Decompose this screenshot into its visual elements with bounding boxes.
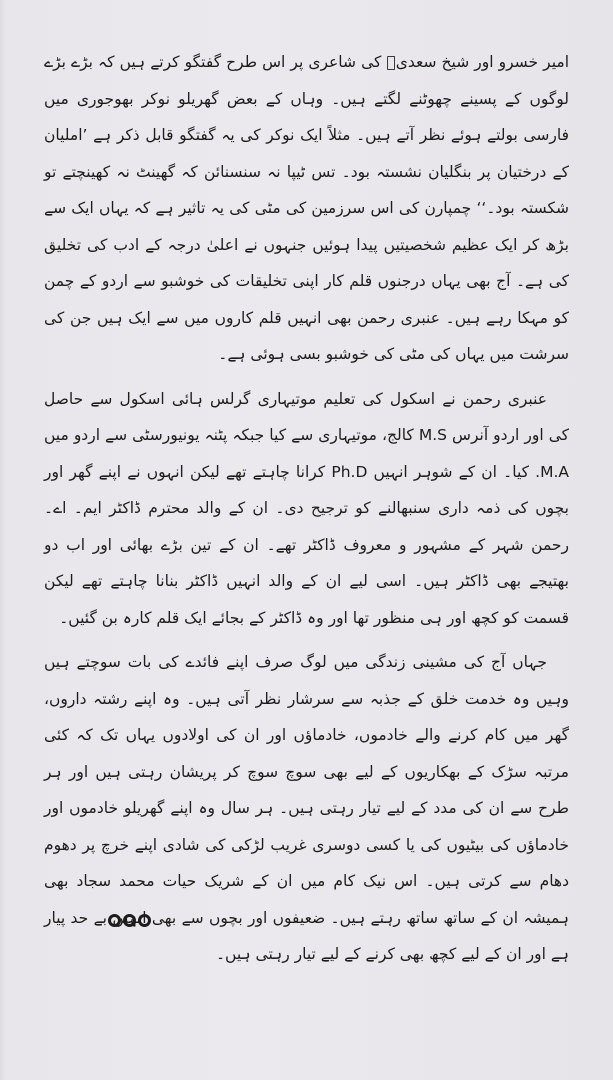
paragraph-2: عنبری رحمن نے اسکول کی تعلیم موتیہاری گرلس ہائی اسکول سے حاصل کی اور اردو آنرس M.S کالج، موتیہاری سے کیا جبکہ پٹنہ یونیورسٹی سے اردو میں M.A. کیا۔ ان کے شوہر انہیں Ph.D کرانا چاہتے تھے لیکن انہوں نے اپنے گھر اور بچوں کی ذمہ داری سنبھالنے کو ترجیح دی۔ ان کے والد محترم ڈاکٹر ایم۔ اے۔ رحمن شہر کے مشہور و معروف ڈاکٹر تھے۔ ان کے تین بڑے بھائی اور اب دو بھتیجے بھی ڈاکٹر ہیں۔ اسی لیے ان کے والد انہیں ڈاکٹر بنانا چاہتے تھے لیکن قسمت کو کچھ اور ہی منظور تھا اور وہ ڈاکٹر کے بجائے ایک قلم کارہ بن گئیں۔ bbox=[44, 389, 569, 627]
circle-icon bbox=[108, 914, 121, 927]
circle-icon bbox=[138, 914, 151, 927]
circle-icon bbox=[123, 914, 136, 927]
paragraph-3: جہاں آج کی مشینی زندگی میں لوگ صرف اپنے فائدے کی بات سوچتے ہیں وہیں وہ خدمت خلق کے جذبہ سے سرشار نظر آتی ہیں۔ وہ اپنے رشتہ داروں، گھر میں کام کرنے والے خادموں، خادماؤں اور ان کی اولادوں یہاں تک کہ کئی مرتبہ سڑک کے بھکاریوں کے لیے بھی سوچ سوچ کر پریشان رہتی ہیں اور ہر طرح سے ان کی مدد کے لیے تیار رہتی ہیں۔ ہر سال وہ اپنے گھریلو خادموں اور خادماؤں کی بیٹیوں کی یا کسی دوسری غریب لڑکی کی شادی اپنے خرچ پر دھوم دھام سے کرتی ہیں۔ اس نیک کام میں ان کے شریک حیات محمد سجاد بھی ہمیشہ ان کے ساتھ ساتھ رہتے ہیں۔ ضعیفوں اور بچوں سے بھی انہیں بے حد پیار ہے اور ان کے لیے کچھ بھی کرنے کے لیے تیار رہتی ہیں۔ bbox=[44, 653, 569, 963]
paragraph-1: امیر خسرو اور شیخ سعدیؒ کی شاعری پر اس طرح گفتگو کرتے ہیں کہ بڑے بڑے لوگوں کے پسینے چھوٹنے لگتے ہیں۔ وہاں کے بعض گھریلو نوکر بھوجوری میں فارسی بولتے ہوئے نظر آتے ہیں۔ مثلاً ایک نوکر کی یہ گفتگو قابل ذکر ہے ’املیان کے درختیان پر بنگلیان نشستہ بود۔ تس ٹیپا نہ سنسنائن کہ گھینٹ نہ کھینچتے تو شکستہ بود۔‘‘ چمپارن کی اس سرزمین کی مٹی کی یہ تاثیر ہے کہ یہاں ایک سے بڑھ کر ایک عظیم شخصیتیں پیدا ہوئیں جنہوں نے اعلیٰ درجہ کے ادب کی تخلیق کی ہے۔ آج بھی یہاں درجنوں قلم کار اپنی تخلیقات کی خوشبو سے اردو کے چمن کو مہکا رہے ہیں۔ عنبری رحمن بھی انہیں قلم کاروں میں سے ایک ہیں جن کی سرشت میں یہاں کی مٹی کی خوشبو بسی ہوئی ہے۔ bbox=[44, 53, 569, 363]
body-text bbox=[44, 44, 569, 973]
three-circles-icon bbox=[108, 914, 151, 927]
